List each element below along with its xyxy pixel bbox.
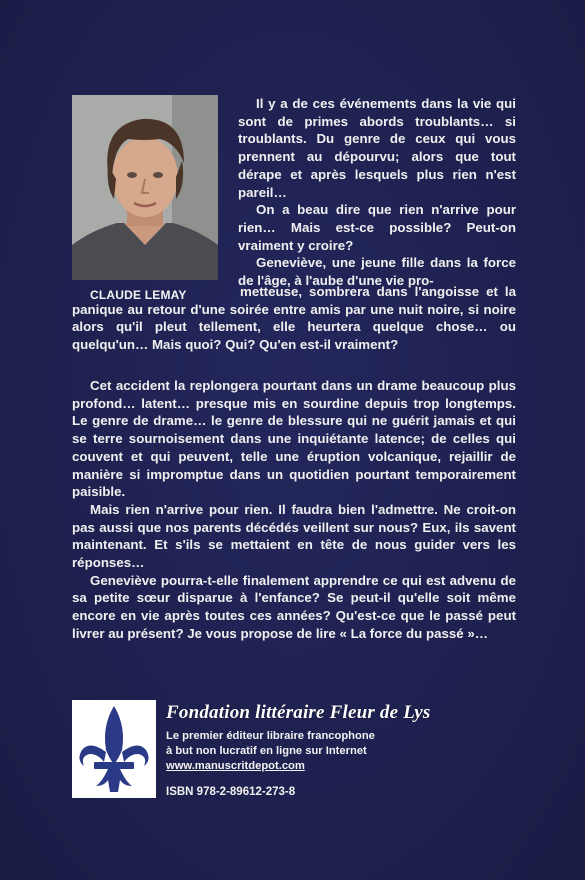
author-photo [72, 95, 218, 280]
publisher-tagline-1: Le premier éditeur libraire francophone [166, 730, 375, 742]
author-name: CLAUDE LEMAY [90, 288, 187, 302]
publisher-tagline-2: à but non lucratif en ligne sur Internet [166, 745, 367, 757]
blurb-paragraph: metteuse, sombrera dans l'angoisse et la panique au retour d'une soirée entre amis par une nuit noire, si noire alors qu'il pleut tellement, elle heurtera quelque chose… ou quelqu'un… Mais quoi? Qui? Qu'en est-il vraiment? [72, 284, 516, 353]
blurb-paragraph: Mais rien n'arrive pour rien. Il faudra bien l'admettre. Ne croit-on pas aussi que nos parents décédés veillent sur nous? Eux, ils savent maintenant. Et s'ils se mettaient en tête de nous guider vers les réponses… [72, 501, 516, 571]
blurb-paragraph: Il y a de ces événements dans la vie qui sont de primes abords troublants… si troublants. Du genre de ceux qui vous prennent au dépourvu; alors que tout dérape et après lesquels plus rien n'est pareil… [238, 96, 516, 200]
blurb-top [238, 95, 516, 290]
blurb-paragraph: On a beau dire que rien n'arrive pour rien… Mais est-ce possible? Peut-on vraiment y croire? [238, 202, 516, 253]
blurb-paragraph: Geneviève, une jeune fille dans la force de l'âge, à l'aube d'une vie pro- [238, 255, 516, 289]
blurb-paragraph: Cet accident la replongera pourtant dans un drame beaucoup plus profond… latent… presque mis en sourdine depuis trop longtemps. Le genre de drame… le genre de blessure qui ne guérit jamais et qui se terre sournoisement dans une inquiétante latence; de celles qui couvent et qui peuvent, telle une éruption volcanique, rejaillir de manière si impromptue dans un quotidien pourtant temporairement paisible. [72, 378, 516, 500]
blurb-rest [72, 377, 516, 643]
publisher-url-link[interactable]: www.manuscritdepot.com [166, 760, 305, 772]
blurb-middle [72, 283, 516, 354]
fleur-de-lys-icon [72, 700, 156, 798]
blurb-paragraph: Geneviève pourra-t-elle finalement apprendre ce qui est advenu de sa petite sœur disparue à l'enfance? Se peut-il qu'elle soit même encore en vie après toutes ces années? Qu'est-ce que le passé peut livrer au présent? Je vous propose de lire « La force du passé »… [72, 572, 516, 641]
publisher-name: Fondation littéraire Fleur de Lys [166, 702, 431, 723]
publisher-logo [72, 700, 156, 798]
isbn: ISBN 978-2-89612-273-8 [166, 786, 296, 798]
